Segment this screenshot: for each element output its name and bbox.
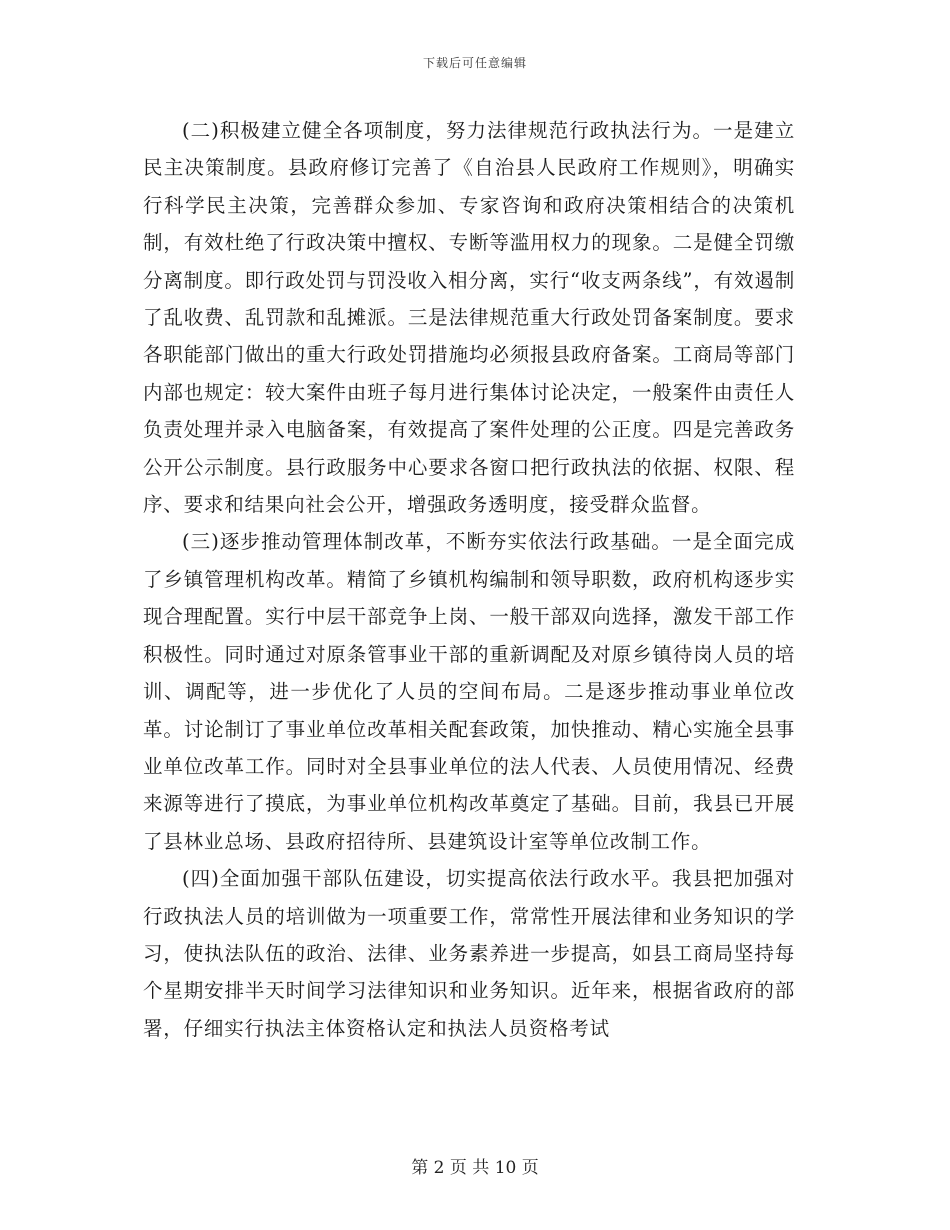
paragraph-management-reform: (三)逐步推动管理体制改革，不断夯实依法行政基础。一是全面完成了乡镇管理机构改革。精简了乡镇机构编制和领导职数，政府机构逐步实现合理配置。实行中层干部竞争上岗、一般干部双向选择，激发干部工作积极性。同时通过对原条管事业干部的重新调配及对原乡镇待岗人员的培训、调配等，进一步优化了人员的空间布局。二是逐步推动事业单位改革。讨论制订了事业单位改革相关配套政策，加快推动、精心实施全县事业单位改革工作。同时对全县事业单位的法人代表、人员使用情况、经费来源等进行了摸底，为事业单位机构改革奠定了基础。目前，我县已开展了县林业总场、县政府招待所、县建筑设计室等单位改制工作。 — [143, 530, 795, 853]
page-number-footer: 第 2 页 共 10 页 — [411, 1158, 539, 1178]
paragraph-institutional-rules: (二)积极建立健全各项制度，努力法律规范行政执法行为。一是建立民主决策制度。县政府修订完善了《自治县人民政府工作规则》，明确实行科学民主决策，完善群众参加、专家咨询和政府决策相结合的决策机制，有效杜绝了行政决策中擅权、专断等滥用权力的现象。二是健全罚缴分离制度。即行政处罚与罚没收入相分离，实行“收支两条线”，有效遏制了乱收费、乱罚款和乱摊派。三是法律规范重大行政处罚备案制度。要求各职能部门做出的重大行政处罚措施均必须报县政府备案。工商局等部门内部也规定：较大案件由班子每月进行集体讨论决定，一般案件由责任人负责处理并录入电脑备案，有效提高了案件处理的公正度。四是完善政务公开公示制度。县行政服务中心要求各窗口把行政执法的依据、权限、程序、要求和结果向社会公开，增强政务透明度，接受群众监督。 — [143, 119, 795, 517]
document-body — [143, 112, 795, 1047]
paragraph-cadre-building: (四)全面加强干部队伍建设，切实提高依法行政水平。我县把加强对行政执法人员的培训做为一项重要工作，常常性开展法律和业务知识的学习，使执法队伍的政治、法律、业务素养进一步提高，如县工商局坚持每个星期安排半天时间学习法律知识和业务知识。近年来，根据省政府的部署，仔细实行执法主体资格认定和执法人员资格考试 — [143, 867, 795, 1040]
page-header: 下载后可任意编辑 — [422, 56, 527, 70]
